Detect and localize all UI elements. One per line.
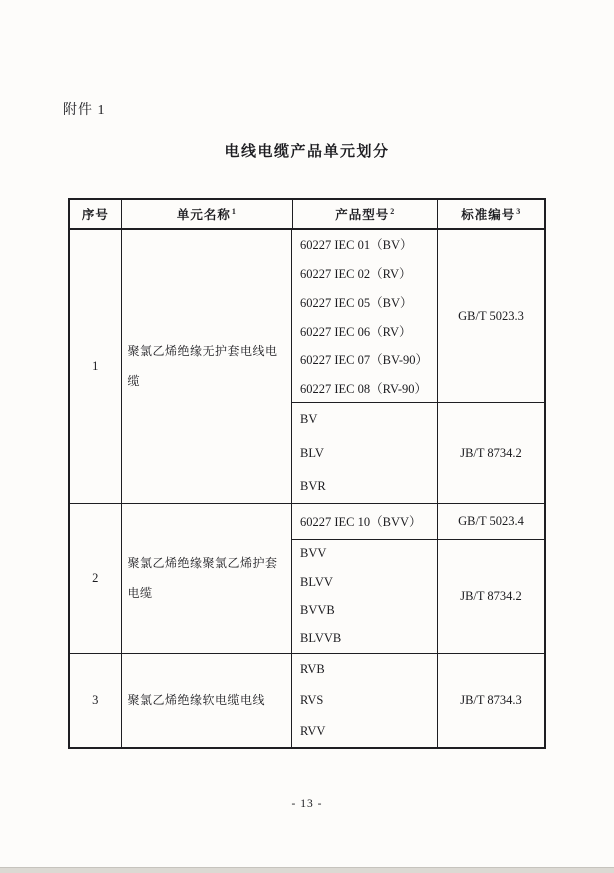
product-models-cell: [292, 654, 438, 747]
standard-number-cell: GB/T 5023.4: [458, 513, 524, 528]
product-model: 60227 IEC 08（RV-90）: [300, 381, 428, 396]
header-unit-name: [122, 200, 293, 228]
model-standard-cells: [292, 230, 544, 503]
model-group: [292, 230, 544, 402]
header-serial-number: [70, 200, 122, 228]
product-model: RVB: [300, 662, 325, 676]
serial-number-cell: 1: [70, 230, 122, 503]
standard-number-cell: JB/T 8734.2: [460, 588, 522, 603]
header-standard-number: [438, 200, 544, 228]
product-model: 60227 IEC 02（RV）: [300, 267, 412, 282]
product-model: RVV: [300, 724, 326, 738]
footnote-marker: 1: [231, 207, 237, 216]
attachment-label: 附件 1: [63, 103, 106, 118]
product-model: 60227 IEC 06（RV）: [300, 324, 412, 339]
header-label: 标准编号: [461, 208, 516, 222]
product-model: BV: [300, 412, 318, 427]
header-label: 序号: [81, 208, 109, 222]
page-edge-strip: [0, 867, 614, 873]
page-number: - 13 -: [291, 798, 323, 810]
footnote-marker: 3: [516, 207, 522, 216]
header-label: 单元名称: [176, 208, 231, 222]
serial-number-cell: 2: [70, 504, 122, 653]
table-header-row: [70, 200, 544, 230]
product-model: 60227 IEC 07（BV-90）: [300, 353, 429, 368]
table-row: [70, 230, 544, 504]
standard-number-cell: JB/T 8734.2: [460, 445, 522, 460]
product-model: 60227 IEC 01（BV）: [300, 238, 413, 253]
product-model: BVVB: [300, 603, 335, 617]
product-models-cell: [292, 504, 438, 539]
table-row: [70, 504, 544, 654]
model-group: [292, 654, 544, 747]
standard-number-cell: JB/T 8734.3: [460, 693, 522, 707]
product-model: BLV: [300, 445, 324, 460]
product-model: BVR: [300, 478, 326, 493]
model-group: [292, 504, 544, 539]
table-row: [70, 654, 544, 747]
serial-number-cell: 3: [70, 654, 122, 747]
product-models-cell: [292, 540, 438, 653]
unit-name-cell: 聚氯乙烯绝缘软电缆电线: [122, 654, 292, 747]
footnote-marker: 2: [390, 207, 396, 216]
unit-name-cell: 聚氯乙烯绝缘聚氯乙烯护套电缆: [122, 504, 292, 653]
standard-number-cell: GB/T 5023.3: [458, 308, 524, 323]
product-model: 60227 IEC 05（BV）: [300, 295, 413, 310]
header-label: 产品型号: [335, 208, 390, 222]
model-group: [292, 539, 544, 653]
header-product-model: [293, 200, 438, 228]
product-model: 60227 IEC 10（BVV）: [300, 515, 422, 530]
product-model: BLVV: [300, 574, 333, 589]
model-standard-cells: [292, 654, 544, 747]
product-models-cell: [292, 403, 438, 503]
page-title: 电线电缆产品单元划分: [224, 144, 390, 160]
model-standard-cells: [292, 504, 544, 653]
product-model: BLVVB: [300, 631, 342, 646]
unit-name-cell: 聚氯乙烯绝缘无护套电线电缆: [122, 230, 292, 503]
product-model: BVV: [300, 546, 327, 561]
product-unit-table: [68, 198, 546, 749]
model-group: [292, 402, 544, 503]
product-model: RVS: [300, 693, 324, 707]
product-models-cell: [292, 230, 438, 402]
